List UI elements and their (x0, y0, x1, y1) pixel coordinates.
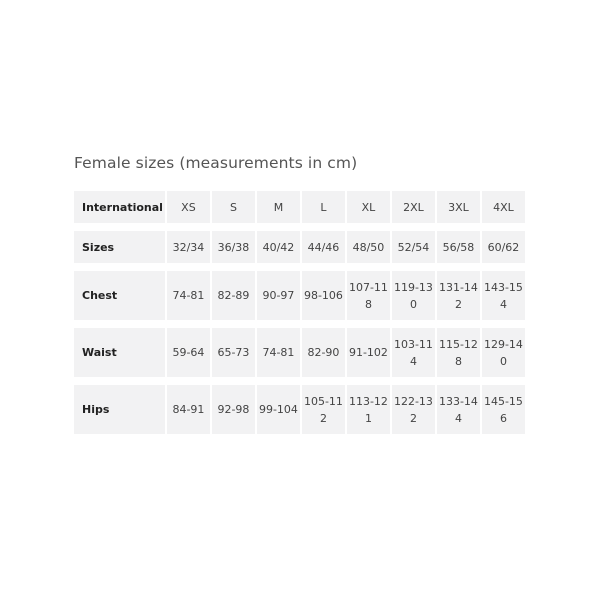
table-cell: 36/38 (212, 231, 255, 263)
table-cell: 32/34 (167, 231, 210, 263)
page-title: Female sizes (measurements in cm) (74, 154, 358, 172)
row-header: Hips (74, 385, 165, 434)
table-cell: 115-128 (437, 328, 480, 377)
table-cell: M (257, 191, 300, 223)
row-header: International (74, 191, 165, 223)
table-cell: 48/50 (347, 231, 390, 263)
table-cell: 90-97 (257, 271, 300, 320)
table-cell: 131-142 (437, 271, 480, 320)
table-cell: 2XL (392, 191, 435, 223)
table-cell: 103-114 (392, 328, 435, 377)
table-cell: 122-132 (392, 385, 435, 434)
table-cell: 60/62 (482, 231, 525, 263)
row-header: Chest (74, 271, 165, 320)
table-cell: S (212, 191, 255, 223)
table-cell: 4XL (482, 191, 525, 223)
table-cell: 56/58 (437, 231, 480, 263)
table-cell: 98-106 (302, 271, 345, 320)
table-cell: 113-121 (347, 385, 390, 434)
table-cell: 3XL (437, 191, 480, 223)
table-row (74, 231, 525, 263)
table-cell: 133-144 (437, 385, 480, 434)
table-cell: XS (167, 191, 210, 223)
table-cell: 105-112 (302, 385, 345, 434)
table-cell: 119-130 (392, 271, 435, 320)
table-row (74, 328, 525, 377)
table-cell: 107-118 (347, 271, 390, 320)
row-header: Sizes (74, 231, 165, 263)
size-table (72, 183, 527, 442)
table-cell: 74-81 (167, 271, 210, 320)
table-cell: L (302, 191, 345, 223)
table-cell: 143-154 (482, 271, 525, 320)
table-row (74, 271, 525, 320)
table-cell: 129-140 (482, 328, 525, 377)
table-cell: XL (347, 191, 390, 223)
table-cell: 52/54 (392, 231, 435, 263)
table-cell: 82-90 (302, 328, 345, 377)
size-table-body (74, 191, 525, 434)
table-cell: 99-104 (257, 385, 300, 434)
table-cell: 84-91 (167, 385, 210, 434)
table-row (74, 385, 525, 434)
table-cell: 91-102 (347, 328, 390, 377)
table-row (74, 191, 525, 223)
table-cell: 59-64 (167, 328, 210, 377)
table-cell: 92-98 (212, 385, 255, 434)
table-cell: 44/46 (302, 231, 345, 263)
table-cell: 74-81 (257, 328, 300, 377)
table-cell: 82-89 (212, 271, 255, 320)
table-cell: 145-156 (482, 385, 525, 434)
table-cell: 65-73 (212, 328, 255, 377)
table-cell: 40/42 (257, 231, 300, 263)
row-header: Waist (74, 328, 165, 377)
